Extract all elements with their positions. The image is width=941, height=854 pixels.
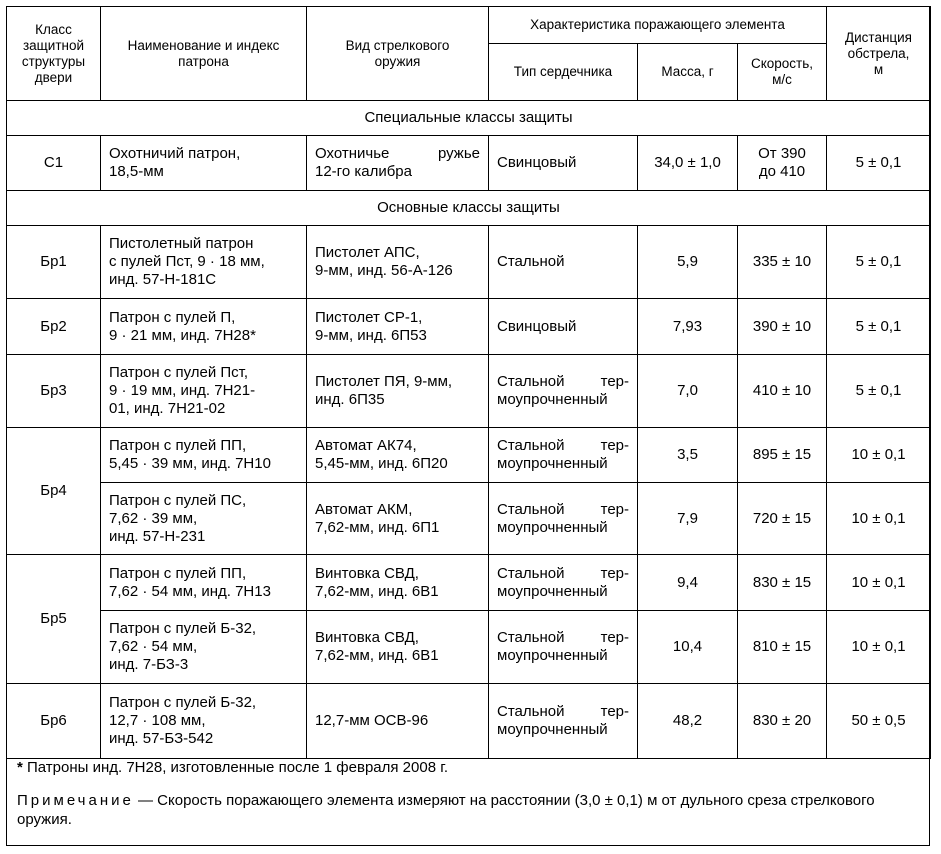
mass-cell: 3,5: [638, 428, 738, 483]
class-cell: Бр2: [7, 299, 101, 355]
cartridge-cell: Патрон с пулей ПП, 5,45 · 39 мм, инд. 7Н10: [101, 428, 307, 483]
cartridge-cell: Пистолетный патрон с пулей Пст, 9 · 18 мм, инд. 57-Н-181С: [101, 226, 307, 299]
note: [17, 791, 919, 829]
cartridge-cell: Патрон с пулей Пст, 9 · 19 мм, инд. 7Н21- 01, инд. 7Н21-02: [101, 355, 307, 428]
speed-cell: От 390 до 410: [738, 136, 827, 191]
header-class: Класс защитной структуры двери: [7, 7, 101, 101]
distance-cell: 10 ± 0,1: [827, 428, 931, 483]
weapon-cell: Винтовка СВД, 7,62-мм, инд. 6В1: [307, 555, 489, 611]
speed-cell: 830 ± 15: [738, 555, 827, 611]
section-basic: Основные классы защиты: [7, 191, 931, 226]
class-cell: Бр6: [7, 684, 101, 759]
weapon-cell: Пистолет АПС, 9-мм, инд. 56-А-126: [307, 226, 489, 299]
header-cartridge-name: Наименование и индекс патрона: [101, 7, 307, 101]
table-row: [7, 355, 931, 428]
core-cell: Свинцовый: [489, 136, 638, 191]
mass-cell: 7,93: [638, 299, 738, 355]
header-speed: Скорость, м/с: [738, 44, 827, 101]
distance-cell: 10 ± 0,1: [827, 555, 931, 611]
core-cell: Стальной: [489, 226, 638, 299]
speed-cell: 830 ± 20: [738, 684, 827, 759]
weapon-cell: 12,7-мм ОСВ-96: [307, 684, 489, 759]
cartridge-cell: Охотничий патрон, 18,5-мм: [101, 136, 307, 191]
mass-cell: 34,0 ± 1,0: [638, 136, 738, 191]
mass-cell: 48,2: [638, 684, 738, 759]
table-row: [7, 299, 931, 355]
table-notes: [6, 748, 930, 846]
mass-cell: 9,4: [638, 555, 738, 611]
class-cell: Бр4: [7, 428, 101, 555]
table-row: [7, 611, 931, 684]
class-cell: Бр3: [7, 355, 101, 428]
speed-cell: 810 ± 15: [738, 611, 827, 684]
speed-cell: 390 ± 10: [738, 299, 827, 355]
distance-cell: 10 ± 0,1: [827, 611, 931, 684]
weapon-cell: Охотничье ружье 12-го калибра: [307, 136, 489, 191]
note-label: Примечание: [17, 792, 134, 809]
table-row: [7, 555, 931, 611]
weapon-cell: Пистолет ПЯ, 9-мм, инд. 6П35: [307, 355, 489, 428]
speed-cell: 895 ± 15: [738, 428, 827, 483]
header-characteristic: Характеристика поражающего элемента: [489, 7, 827, 44]
footnote-mark: *: [17, 759, 23, 776]
speed-cell: 410 ± 10: [738, 355, 827, 428]
core-cell: Стальной тер- моупрочненный: [489, 555, 638, 611]
distance-cell: 5 ± 0,1: [827, 355, 931, 428]
distance-cell: 5 ± 0,1: [827, 226, 931, 299]
mass-cell: 10,4: [638, 611, 738, 684]
header-core-type: Тип сердечника: [489, 44, 638, 101]
header-weapon-type: Вид стрелкового оружия: [307, 7, 489, 101]
cartridge-cell: Патрон с пулей П, 9 · 21 мм, инд. 7Н28*: [101, 299, 307, 355]
speed-cell: 335 ± 10: [738, 226, 827, 299]
header-mass: Масса, г: [638, 44, 738, 101]
core-cell: Свинцовый: [489, 299, 638, 355]
mass-cell: 5,9: [638, 226, 738, 299]
weapon-cell: Автомат АК74, 5,45-мм, инд. 6П20: [307, 428, 489, 483]
mass-cell: 7,9: [638, 483, 738, 555]
protection-classes-table: [6, 6, 931, 759]
distance-cell: 10 ± 0,1: [827, 483, 931, 555]
core-cell: Стальной тер- моупрочненный: [489, 684, 638, 759]
table-row: [7, 226, 931, 299]
core-cell: Стальной тер- моупрочненный: [489, 611, 638, 684]
weapon-cell: Автомат АКМ, 7,62-мм, инд. 6П1: [307, 483, 489, 555]
section-special: Специальные классы защиты: [7, 101, 931, 136]
core-cell: Стальной тер- моупрочненный: [489, 483, 638, 555]
weapon-cell: Пистолет СР-1, 9-мм, инд. 6П53: [307, 299, 489, 355]
core-cell: Стальной тер- моупрочненный: [489, 428, 638, 483]
speed-cell: 720 ± 15: [738, 483, 827, 555]
note-text: — Скорость поражающего элемента измеряют на расстоянии (3,0 ± 0,1) м от дульного среза стрелкового оружия.: [17, 792, 875, 828]
core-cell: Стальной тер- моупрочненный: [489, 355, 638, 428]
cartridge-cell: Патрон с пулей ПС, 7,62 · 39 мм, инд. 57-Н-231: [101, 483, 307, 555]
header-distance: Дистанция обстрела, м: [827, 7, 931, 101]
table-row: [7, 428, 931, 483]
distance-cell: 5 ± 0,1: [827, 299, 931, 355]
class-cell: С1: [7, 136, 101, 191]
footnote-text: Патроны инд. 7Н28, изготовленные после 1 февраля 2008 г.: [22, 759, 449, 776]
cartridge-cell: Патрон с пулей ПП, 7,62 · 54 мм, инд. 7Н13: [101, 555, 307, 611]
class-cell: Бр1: [7, 226, 101, 299]
footnote: [17, 758, 919, 777]
cartridge-cell: Патрон с пулей Б-32, 7,62 · 54 мм, инд. 7-БЗ-3: [101, 611, 307, 684]
table-row: [7, 136, 931, 191]
cartridge-cell: Патрон с пулей Б-32, 12,7 · 108 мм, инд. 57-БЗ-542: [101, 684, 307, 759]
distance-cell: 5 ± 0,1: [827, 136, 931, 191]
distance-cell: 50 ± 0,5: [827, 684, 931, 759]
table-row: [7, 483, 931, 555]
class-cell: Бр5: [7, 555, 101, 684]
mass-cell: 7,0: [638, 355, 738, 428]
weapon-cell: Винтовка СВД, 7,62-мм, инд. 6В1: [307, 611, 489, 684]
